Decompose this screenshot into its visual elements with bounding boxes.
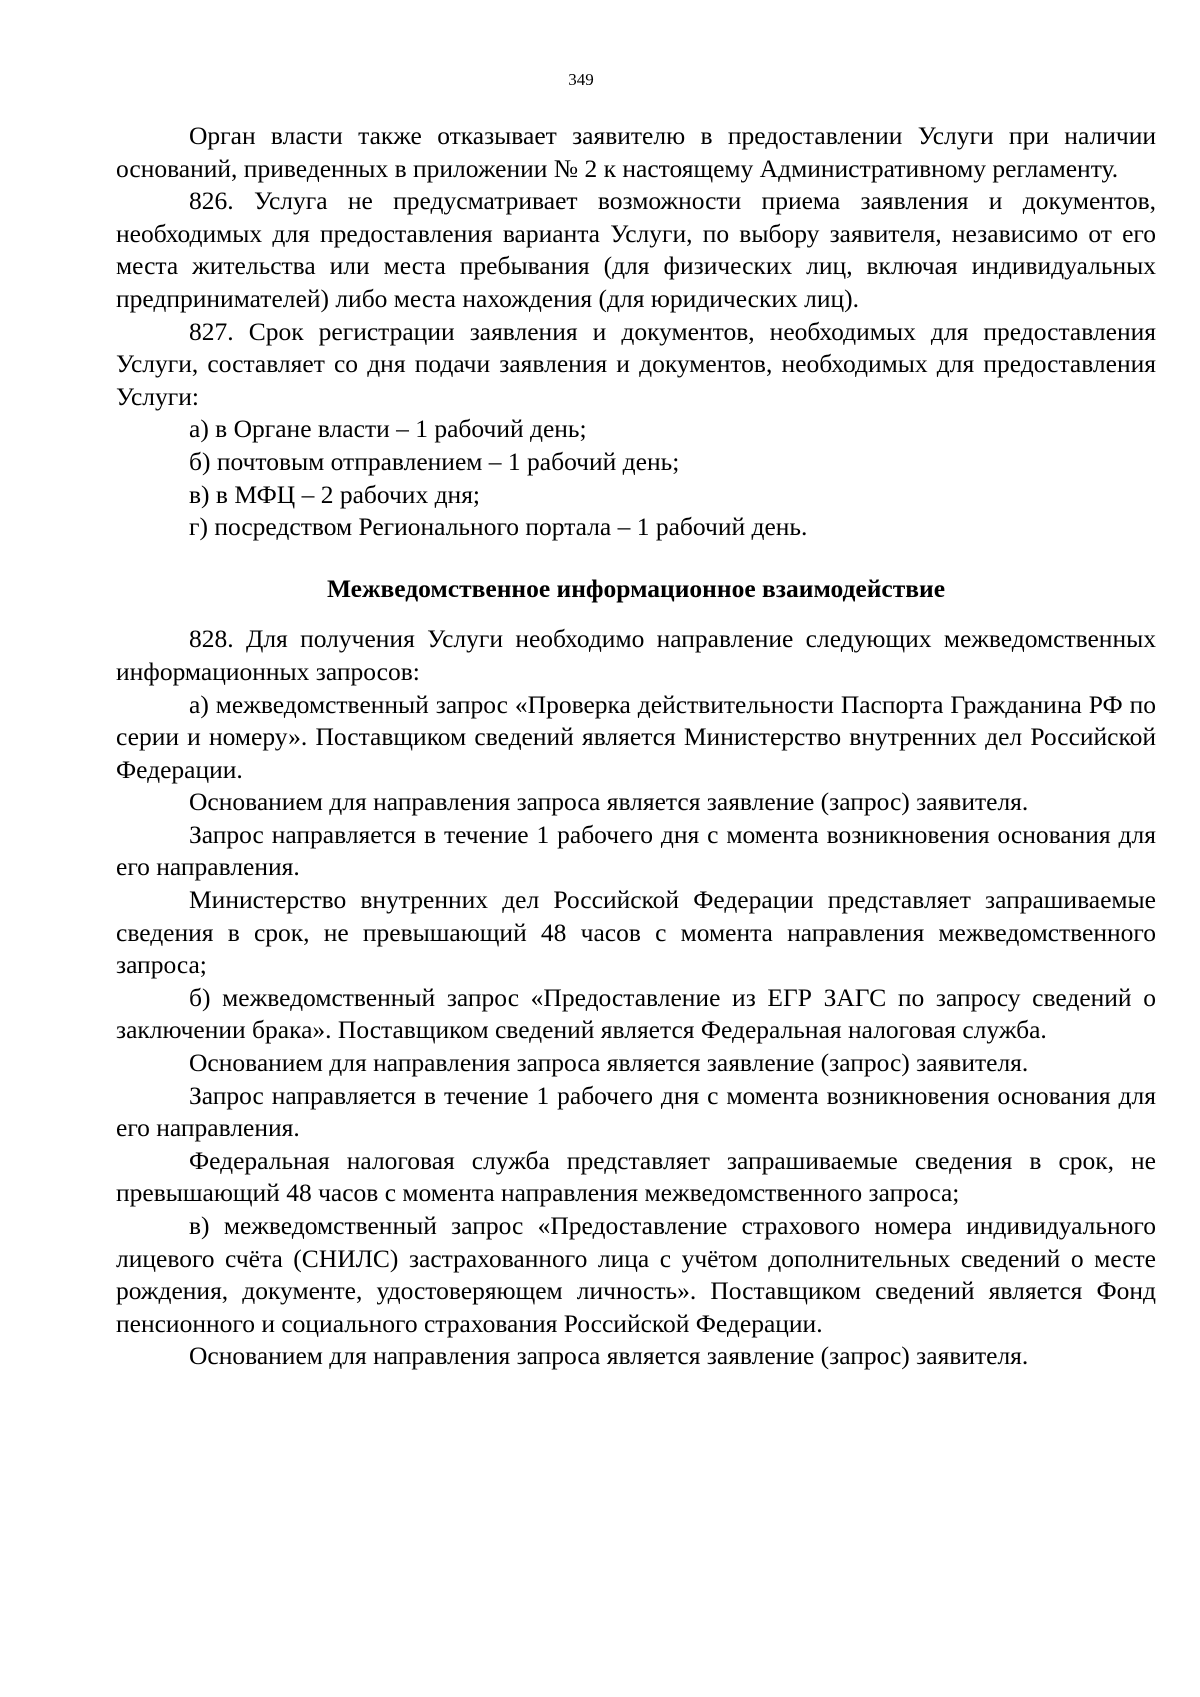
paragraph-basis: Основанием для направления запроса является заявление (запрос) заявителя.: [189, 787, 1029, 817]
document-body: [116, 120, 1156, 1373]
paragraph-timing: Запрос направляется в течение 1 рабочего дня с момента возникновения основания для его направления.: [116, 819, 1156, 882]
paragraph-timing: Запрос направляется в течение 1 рабочего дня с момента возникновения основания для его направления.: [116, 1080, 1156, 1143]
paragraph-828: 828. Для получения Услуги необходимо направление следующих межведомственных информационных запросов:: [116, 624, 1156, 686]
paragraph-request-c: в) межведомственный запрос «Предоставление страхового номера индивидуального лицевого счёта (СНИЛС) застрахованного лица с учётом дополнительных сведений о месте рождения, документе, удостоверяющем личность». Поставщиком сведений является Фонд пенсионного и социального страхования Российской Федерации.: [116, 1211, 1156, 1338]
paragraph-refusal: Орган власти также отказывает заявителю в предоставлении Услуги при наличии оснований, приведенных в приложении № 2 к настоящему Административному регламенту.: [116, 121, 1156, 183]
paragraph-basis: Основанием для направления запроса является заявление (запрос) заявителя.: [189, 1048, 1029, 1078]
paragraph-basis: Основанием для направления запроса является заявление (запрос) заявителя.: [189, 1341, 1029, 1371]
paragraph-826: 826. Услуга не предусматривает возможности приема заявления и документов, необходимых для предоставления варианта Услуги, по выбору заявителя, независимо от его места жительства или места пребывания (для физических лиц, включая индивидуальных предпринимателей) либо места нахождения (для юридических лиц).: [116, 186, 1156, 313]
paragraph-response: Министерство внутренних дел Российской Федерации представляет запрашиваемые сведения в срок, не превышающий 48 часов с момента направления межведомственного запроса;: [116, 885, 1156, 980]
section-heading: Межведомственное информационное взаимодействие: [326, 573, 946, 603]
lower-section: [116, 623, 1156, 1373]
paragraph-request-b: б) межведомственный запрос «Предоставление из ЕГР ЗАГС по запросу сведений о заключении брака». Поставщиком сведений является Федеральная налоговая служба.: [116, 982, 1156, 1045]
paragraph-827: 827. Срок регистрации заявления и документов, необходимых для предоставления Услуги, составляет со дня подачи заявления и документов, необходимых для предоставления Услуги:: [116, 316, 1156, 411]
page-number: 349: [568, 70, 594, 89]
list-item: б) почтовым отправлением – 1 рабочий день;: [189, 446, 680, 476]
paragraph-request-a: а) межведомственный запрос «Проверка действительности Паспорта Гражданина РФ по серии и номеру». Поставщиком сведений является Министерство внутренних дел Российской Федерации.: [116, 689, 1156, 784]
list-item: а) в Органе власти – 1 рабочий день;: [189, 414, 587, 444]
list-item: в) в МФЦ – 2 рабочих дня;: [189, 479, 481, 509]
list-item: г) посредством Регионального портала – 1 рабочий день.: [189, 512, 808, 542]
paragraph-response: Федеральная налоговая служба представляет запрашиваемые сведения в срок, не превышающий 48 часов с момента направления межведомственного запроса;: [116, 1145, 1156, 1208]
upper-section: [116, 120, 1156, 544]
